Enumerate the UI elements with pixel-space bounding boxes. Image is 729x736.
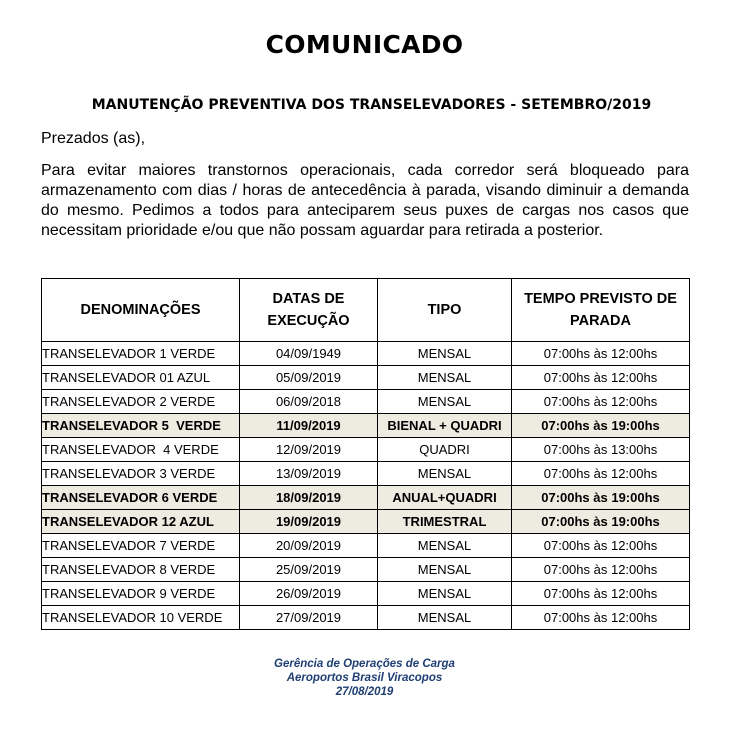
cell-denominacao: TRANSELEVADOR 2 VERDE bbox=[42, 390, 240, 414]
cell-tempo-parada: 07:00hs às 12:00hs bbox=[512, 534, 690, 558]
cell-tipo: MENSAL bbox=[378, 462, 512, 486]
cell-tempo-parada: 07:00hs às 13:00hs bbox=[512, 438, 690, 462]
table-row bbox=[42, 438, 690, 462]
cell-tipo: MENSAL bbox=[378, 390, 512, 414]
cell-data-execucao: 27/09/2019 bbox=[240, 606, 378, 630]
table-body bbox=[42, 342, 690, 630]
cell-data-execucao: 06/09/2018 bbox=[240, 390, 378, 414]
table-header-row bbox=[42, 279, 690, 342]
cell-denominacao: TRANSELEVADOR 3 VERDE bbox=[42, 462, 240, 486]
cell-data-execucao: 11/09/2019 bbox=[240, 414, 378, 438]
header-denominacoes: DENOMINAÇÕES bbox=[42, 279, 240, 342]
cell-denominacao: TRANSELEVADOR 10 VERDE bbox=[42, 606, 240, 630]
cell-data-execucao: 13/09/2019 bbox=[240, 462, 378, 486]
document-title: COMUNICADO bbox=[265, 30, 464, 59]
cell-denominacao: TRANSELEVADOR 6 VERDE bbox=[42, 486, 240, 510]
cell-denominacao: TRANSELEVADOR 12 AZUL bbox=[42, 510, 240, 534]
cell-tempo-parada: 07:00hs às 19:00hs bbox=[512, 414, 690, 438]
table-row bbox=[42, 342, 690, 366]
cell-denominacao: TRANSELEVADOR 4 VERDE bbox=[42, 438, 240, 462]
cell-tempo-parada: 07:00hs às 12:00hs bbox=[512, 342, 690, 366]
cell-tipo: BIENAL + QUADRI bbox=[378, 414, 512, 438]
cell-data-execucao: 18/09/2019 bbox=[240, 486, 378, 510]
document-subtitle: MANUTENÇÃO PREVENTIVA DOS TRANSELEVADORES - SETEMBRO/2019 bbox=[91, 97, 652, 113]
cell-tempo-parada: 07:00hs às 19:00hs bbox=[512, 486, 690, 510]
header-tipo: TIPO bbox=[378, 279, 512, 342]
cell-tipo: TRIMESTRAL bbox=[378, 510, 512, 534]
cell-data-execucao: 04/09/1949 bbox=[240, 342, 378, 366]
table-row bbox=[42, 534, 690, 558]
table-row bbox=[42, 462, 690, 486]
header-tempo-parada bbox=[512, 279, 690, 342]
cell-tipo: MENSAL bbox=[378, 606, 512, 630]
cell-denominacao: TRANSELEVADOR 01 AZUL bbox=[42, 366, 240, 390]
cell-tempo-parada: 07:00hs às 12:00hs bbox=[512, 462, 690, 486]
cell-tipo: MENSAL bbox=[378, 534, 512, 558]
cell-tempo-parada: 07:00hs às 12:00hs bbox=[512, 390, 690, 414]
cell-denominacao: TRANSELEVADOR 8 VERDE bbox=[42, 558, 240, 582]
footer-company: Aeroportos Brasil Viracopos bbox=[286, 672, 443, 684]
cell-data-execucao: 19/09/2019 bbox=[240, 510, 378, 534]
header-tempo-parada-text: TEMPO PREVISTO DE PARADA bbox=[524, 291, 677, 329]
cell-tipo: MENSAL bbox=[378, 366, 512, 390]
table-row bbox=[42, 582, 690, 606]
table-row bbox=[42, 510, 690, 534]
cell-data-execucao: 05/09/2019 bbox=[240, 366, 378, 390]
cell-tempo-parada: 07:00hs às 12:00hs bbox=[512, 558, 690, 582]
header-datas-execucao-text: DATAS DE EXECUÇÃO bbox=[267, 291, 350, 329]
table-row bbox=[42, 606, 690, 630]
cell-tipo: ANUAL+QUADRI bbox=[378, 486, 512, 510]
table-row bbox=[42, 558, 690, 582]
footer-signature bbox=[0, 657, 729, 699]
footer-department: Gerência de Operações de Carga bbox=[274, 658, 455, 670]
body-paragraph: Para evitar maiores transtornos operacionais, cada corredor será bloqueado para armazenamento com dias / horas de antecedência à parada, visando diminuir a demanda do mesmo. Pedimos a todos para anteciparem seus puxes de cargas nos casos que necessitam prioridade e/ou que não possam aguardar para retirada a posterior. bbox=[41, 162, 689, 239]
cell-data-execucao: 26/09/2019 bbox=[240, 582, 378, 606]
cell-tipo: MENSAL bbox=[378, 582, 512, 606]
cell-data-execucao: 25/09/2019 bbox=[240, 558, 378, 582]
greeting: Prezados (as), bbox=[41, 130, 146, 147]
cell-tipo: MENSAL bbox=[378, 558, 512, 582]
cell-tipo: MENSAL bbox=[378, 342, 512, 366]
maintenance-schedule-table bbox=[41, 278, 690, 630]
cell-tempo-parada: 07:00hs às 12:00hs bbox=[512, 582, 690, 606]
cell-data-execucao: 20/09/2019 bbox=[240, 534, 378, 558]
cell-tempo-parada: 07:00hs às 12:00hs bbox=[512, 606, 690, 630]
cell-denominacao: TRANSELEVADOR 9 VERDE bbox=[42, 582, 240, 606]
cell-data-execucao: 12/09/2019 bbox=[240, 438, 378, 462]
table-row bbox=[42, 486, 690, 510]
table-row bbox=[42, 390, 690, 414]
header-datas-execucao bbox=[240, 279, 378, 342]
cell-tempo-parada: 07:00hs às 12:00hs bbox=[512, 366, 690, 390]
cell-tempo-parada: 07:00hs às 19:00hs bbox=[512, 510, 690, 534]
table-row bbox=[42, 366, 690, 390]
cell-denominacao: TRANSELEVADOR 5 VERDE bbox=[42, 414, 240, 438]
cell-denominacao: TRANSELEVADOR 1 VERDE bbox=[42, 342, 240, 366]
footer-date: 27/08/2019 bbox=[335, 686, 394, 698]
cell-denominacao: TRANSELEVADOR 7 VERDE bbox=[42, 534, 240, 558]
cell-tipo: QUADRI bbox=[378, 438, 512, 462]
table-row bbox=[42, 414, 690, 438]
